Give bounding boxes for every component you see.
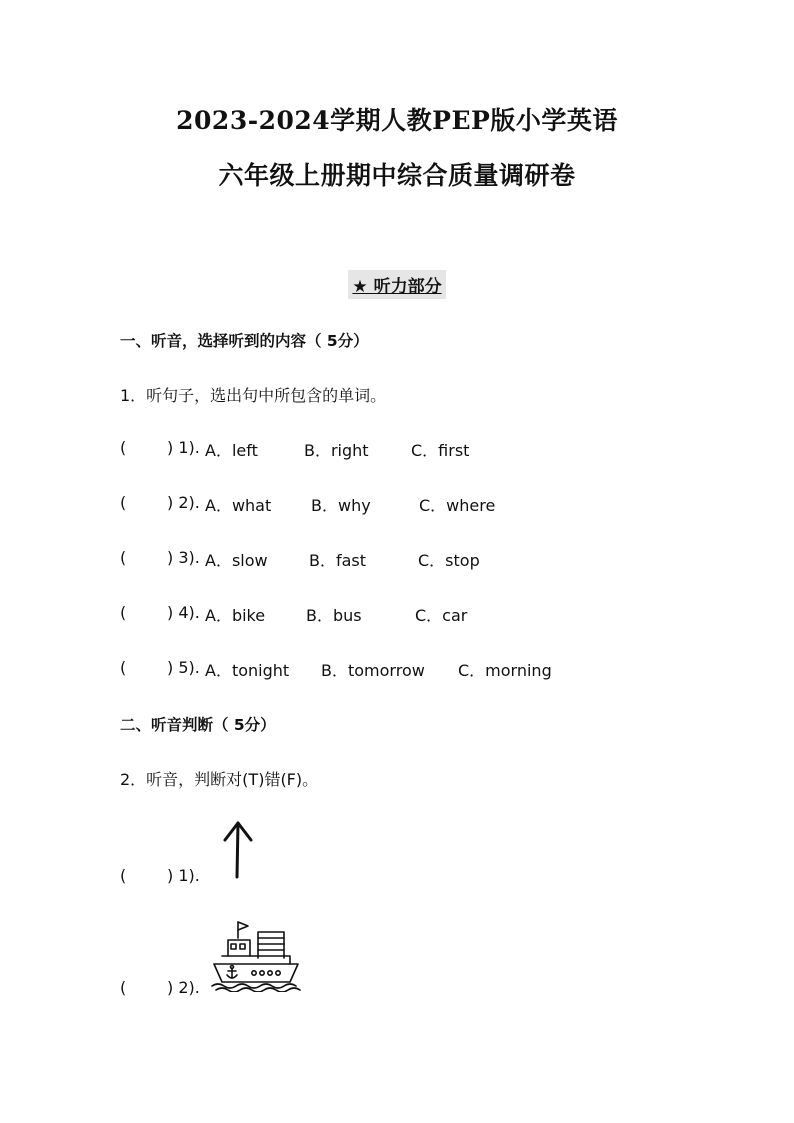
part1-heading: 一、听音，选择听到的内容（ 5分）: [120, 332, 369, 350]
option-c: C．where: [419, 496, 496, 515]
option-a: A．tonight: [205, 661, 290, 680]
answer-paren-open: (: [120, 548, 127, 567]
option-b: B．tomorrow: [321, 661, 425, 680]
option-b: B．why: [311, 496, 371, 515]
section-label: ★ 听力部分: [348, 270, 445, 299]
answer-paren-open: (: [120, 658, 127, 677]
question-number: ) 2).: [167, 493, 200, 512]
question-number: ) 4).: [167, 603, 200, 622]
answer-paren-open: (: [120, 493, 127, 512]
part2-heading: 二、听音判断（ 5分）: [120, 716, 276, 734]
exam-title-line2: 六年级上册期中综合质量调研卷: [218, 161, 576, 190]
answer-paren-open: (: [120, 866, 127, 885]
option-b: B．fast: [309, 551, 367, 570]
option-a: A．left: [205, 441, 258, 460]
item-number: ) 2).: [167, 978, 200, 997]
part1-instruction: 1．听句子，选出句中所包含的单词。: [120, 386, 387, 405]
answer-paren-open: (: [120, 978, 127, 997]
question-number: ) 3).: [167, 548, 200, 567]
item-number: ) 1).: [167, 866, 200, 885]
part2-instruction: 2．听音，判断对(T)错(F)。: [120, 770, 319, 789]
ship-icon: [210, 918, 302, 992]
question-number: ) 1).: [167, 438, 200, 457]
option-a: A．bike: [205, 606, 266, 625]
exam-title-line1: 2023-2024学期人教PEP版小学英语: [176, 106, 618, 135]
option-c: C．stop: [418, 551, 480, 570]
answer-paren-open: (: [120, 603, 127, 622]
listening-section-banner: [0, 270, 794, 299]
question-number: ) 5).: [167, 658, 200, 677]
option-a: A．what: [205, 496, 272, 515]
option-a: A．slow: [205, 551, 268, 570]
option-c: C．first: [411, 441, 470, 460]
answer-paren-open: (: [120, 438, 127, 457]
option-b: B．bus: [306, 606, 362, 625]
option-b: B．right: [304, 441, 369, 460]
option-c: C．car: [415, 606, 468, 625]
option-c: C．morning: [458, 661, 552, 680]
up-arrow-icon: [220, 820, 256, 880]
